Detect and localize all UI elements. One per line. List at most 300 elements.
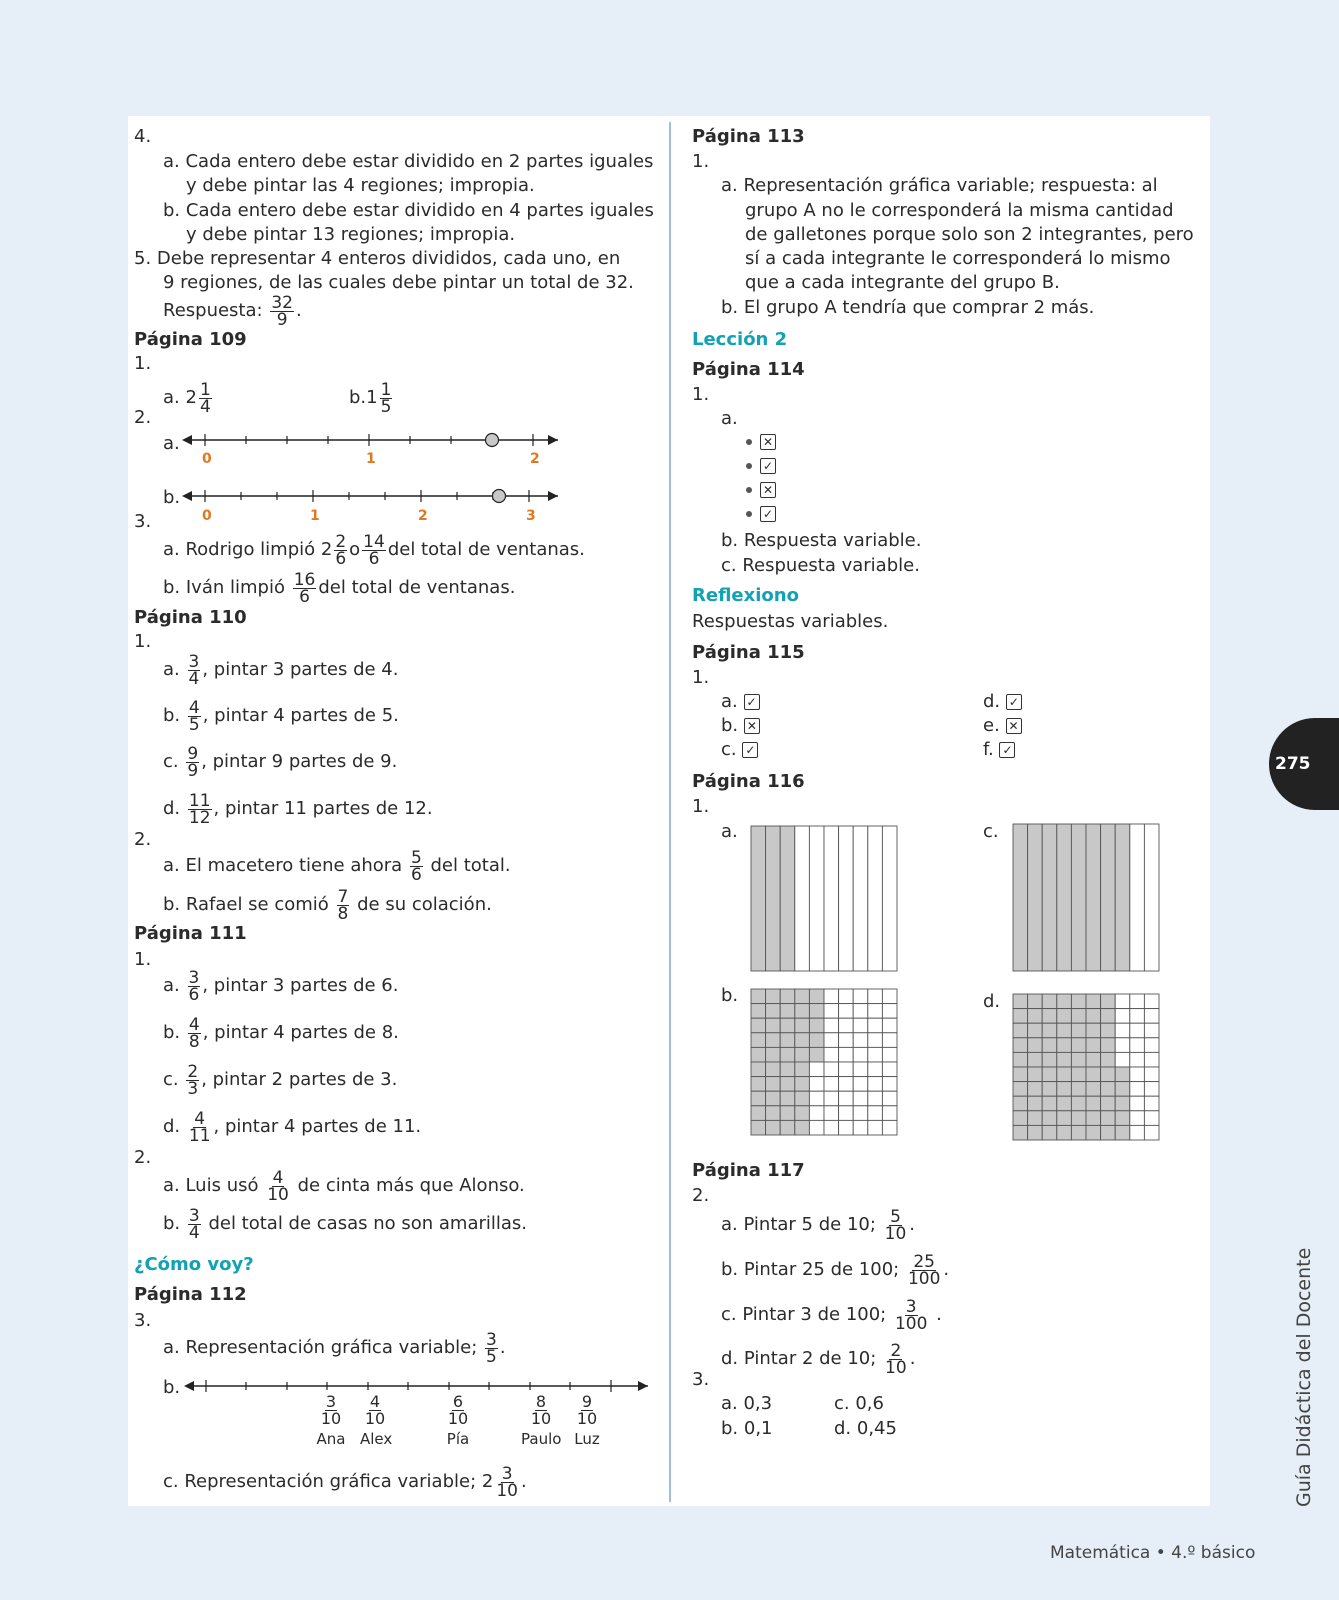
grid-cell <box>824 826 839 971</box>
answer-line: b. Cada entero debe estar dividido en 4 partes iguales <box>163 200 654 221</box>
grid-cell <box>839 826 854 971</box>
grid-cell <box>780 1033 795 1048</box>
grid-cell <box>868 1120 883 1135</box>
grid-cell <box>882 1047 897 1062</box>
grid-cell <box>1115 1023 1130 1038</box>
page-heading: Página 111 <box>134 923 247 944</box>
answer-line: sí a cada integrante le corresponderá lo mismo <box>745 248 1171 269</box>
item-number: 1. <box>692 151 710 172</box>
grid-cell <box>766 989 781 1004</box>
grid-cell <box>868 1106 883 1121</box>
grid-cell <box>868 1047 883 1062</box>
grid-cell <box>809 1091 824 1106</box>
grid-cell <box>1086 1067 1101 1082</box>
grid-cell <box>1144 1125 1159 1140</box>
grid-cell <box>1071 1052 1086 1067</box>
grid-cell <box>853 1062 868 1077</box>
grid-cell <box>1057 1067 1072 1082</box>
grid-cell <box>809 1077 824 1092</box>
grid-cell <box>1042 1052 1057 1067</box>
grid-cell <box>1086 824 1101 971</box>
grid-cell <box>839 1033 854 1048</box>
answer-line: c. 0,6 <box>834 1393 884 1414</box>
answer-line: b.1 $\frac{1}{5}$ <box>349 379 392 417</box>
grid-cell <box>853 989 868 1004</box>
grid-cell <box>868 826 883 971</box>
answer-line: a. 0,3 <box>721 1393 773 1414</box>
label: b. <box>163 1377 181 1398</box>
grid-cell <box>882 1120 897 1135</box>
grid-cell <box>1042 824 1057 971</box>
grid-cell <box>795 1018 810 1033</box>
checkbox-item: f. ✓ <box>983 738 1015 762</box>
grid-cell <box>868 1077 883 1092</box>
label: b. <box>721 985 739 1006</box>
item-number: 1. <box>134 353 152 374</box>
svg-text:1: 1 <box>310 508 320 524</box>
grid-cell <box>1028 1009 1043 1024</box>
grid-cell <box>1028 1096 1043 1111</box>
grid-cell <box>1086 1023 1101 1038</box>
grid-cell <box>1042 994 1057 1009</box>
grid-cell <box>751 989 766 1004</box>
grid-cell <box>1086 1096 1101 1111</box>
grid-cell <box>824 1033 839 1048</box>
grid-cell <box>795 1120 810 1135</box>
grid-cell <box>1013 1125 1028 1140</box>
answer-line: c. $\frac{9}{9}$ , pintar 9 partes de 9. <box>163 743 398 781</box>
footer: Matemática • 4.º básico <box>1050 1543 1256 1563</box>
grid-cell <box>839 1091 854 1106</box>
grid-cell <box>1130 1111 1145 1126</box>
grid-cell <box>1013 1111 1028 1126</box>
grid-cell <box>824 1077 839 1092</box>
grid-cell <box>824 1018 839 1033</box>
grid-cell <box>1071 824 1086 971</box>
answer-line: que a cada integrante del grupo B. <box>745 272 1060 293</box>
grid-cell <box>824 1120 839 1135</box>
grid-cell <box>839 1018 854 1033</box>
grid-cell <box>1013 1038 1028 1053</box>
grid-cell <box>1144 1023 1159 1038</box>
grid-cell <box>809 826 824 971</box>
grid-cell <box>766 1077 781 1092</box>
grid-cell <box>868 1091 883 1106</box>
grid-cell <box>1115 1125 1130 1140</box>
grid-cell <box>1086 1125 1101 1140</box>
grid-cell <box>853 826 868 971</box>
grid-cell <box>751 1018 766 1033</box>
grid-cell <box>839 1047 854 1062</box>
svg-text:1: 1 <box>366 451 376 467</box>
grid-cell <box>1130 994 1145 1009</box>
grid-cell <box>839 1106 854 1121</box>
answer-line: b. $\frac{4}{8}$ , pintar 4 partes de 8. <box>163 1014 399 1052</box>
grid-cell <box>853 1004 868 1019</box>
checkbox-item: c. ✓ <box>721 738 758 762</box>
grid-cell <box>853 1077 868 1092</box>
grid-cell <box>824 1047 839 1062</box>
grid-cell <box>1071 994 1086 1009</box>
answer-line: grupo A no le corresponderá la misma cantidad <box>745 200 1174 221</box>
grid-cell <box>882 1106 897 1121</box>
page-heading: Página 110 <box>134 607 247 628</box>
page-heading: Página 114 <box>692 359 805 380</box>
grid-cell <box>853 1047 868 1062</box>
section-heading: ¿Cómo voy? <box>134 1254 254 1275</box>
answer-line: y debe pintar las 4 regiones; impropia. <box>186 175 535 196</box>
grid-cell <box>824 1106 839 1121</box>
grid-cell <box>882 989 897 1004</box>
grid-cell <box>1115 994 1130 1009</box>
page-heading: Página 117 <box>692 1160 805 1181</box>
grid-cell <box>1057 1023 1072 1038</box>
grid-cell <box>868 1062 883 1077</box>
grid-cell <box>1130 1052 1145 1067</box>
answer-line: a. Representación gráfica variable; respuesta: al <box>721 175 1158 196</box>
grid-cell <box>1071 1125 1086 1140</box>
svg-text:2: 2 <box>418 508 428 524</box>
grid-cell <box>1130 1082 1145 1097</box>
item-number: 3. <box>134 511 152 532</box>
grid-cell <box>868 1018 883 1033</box>
item-number: 1. <box>692 384 710 405</box>
grid-cell <box>824 1062 839 1077</box>
grid-cell <box>1130 824 1145 971</box>
grid-cell <box>1042 1023 1057 1038</box>
grid-cell <box>1101 994 1116 1009</box>
grid-cell <box>809 1120 824 1135</box>
grid-cell <box>751 1106 766 1121</box>
grid-cell <box>751 1091 766 1106</box>
page-number: 275 <box>1275 754 1311 774</box>
grid-cell <box>1028 1023 1043 1038</box>
label: c. <box>983 821 999 842</box>
answer-line: a. Luis usó $\frac{4}{10}$ de cinta más que Alonso. <box>163 1167 525 1205</box>
grid-cell <box>824 1091 839 1106</box>
svg-text:0: 0 <box>202 451 212 467</box>
page-heading: Página 115 <box>692 642 805 663</box>
answer-line: a. El macetero tiene ahora $\frac{5}{6}$ del total. <box>163 847 511 885</box>
answer-line: a. Cada entero debe estar dividido en 2 partes iguales <box>163 151 654 172</box>
fraction: $\frac{32}{9}$ <box>271 292 293 330</box>
grid-cell <box>780 1120 795 1135</box>
answer-line: b. El grupo A tendría que comprar 2 más. <box>721 297 1095 318</box>
grid-cell <box>853 1091 868 1106</box>
grid-cell <box>751 1004 766 1019</box>
checkbox-checked: ✓ <box>746 454 776 478</box>
grid-cell <box>795 826 810 971</box>
fraction-grid-d <box>1012 993 1160 1143</box>
checkbox-item: b. ✕ <box>721 714 760 738</box>
grid-cell <box>1071 1082 1086 1097</box>
grid-cell <box>1071 1009 1086 1024</box>
grid-cell <box>1115 1052 1130 1067</box>
label: a. <box>721 821 738 842</box>
grid-cell <box>809 1062 824 1077</box>
item-number: 3. <box>692 1369 710 1390</box>
grid-cell <box>1071 1067 1086 1082</box>
grid-cell <box>766 1033 781 1048</box>
grid-cell <box>868 1004 883 1019</box>
grid-cell <box>1115 1082 1130 1097</box>
checkbox-item: a. ✓ <box>721 690 760 714</box>
grid-cell <box>1144 1009 1159 1024</box>
grid-cell <box>766 1047 781 1062</box>
grid-cell <box>809 1033 824 1048</box>
grid-cell <box>1028 1082 1043 1097</box>
grid-cell <box>1042 1009 1057 1024</box>
grid-cell <box>839 1062 854 1077</box>
grid-cell <box>1057 1096 1072 1111</box>
grid-cell <box>795 1062 810 1077</box>
grid-cell <box>780 1018 795 1033</box>
grid-cell <box>839 1120 854 1135</box>
grid-cell <box>882 826 897 971</box>
grid-cell <box>1115 824 1130 971</box>
answer-line: b. Respuesta variable. <box>721 530 922 551</box>
grid-cell <box>795 989 810 1004</box>
grid-cell <box>853 1018 868 1033</box>
grid-cell <box>1042 1096 1057 1111</box>
grid-cell <box>809 1004 824 1019</box>
grid-cell <box>1028 1125 1043 1140</box>
grid-cell <box>1130 1023 1145 1038</box>
grid-cell <box>839 989 854 1004</box>
grid-cell <box>1101 1067 1116 1082</box>
page-heading: Página 116 <box>692 771 805 792</box>
answer-line: d. $\frac{4}{11}$ , pintar 4 partes de 11. <box>163 1108 422 1146</box>
answer-line: d. 0,45 <box>834 1418 897 1439</box>
fraction-grid-b <box>750 988 898 1138</box>
answer-line: 9 regiones, de las cuales debe pintar un total de 32. <box>163 272 634 293</box>
grid-cell <box>1101 1125 1116 1140</box>
grid-cell <box>1115 1096 1130 1111</box>
grid-cell <box>1144 1038 1159 1053</box>
grid-cell <box>1086 1038 1101 1053</box>
answer-line: d. Pintar 2 de 10; $\frac{2}{10}$ . <box>721 1340 916 1378</box>
answer-line: de galletones porque solo son 2 integrantes, pero <box>745 224 1194 245</box>
grid-cell <box>780 1004 795 1019</box>
grid-cell <box>1144 824 1159 971</box>
answer-line: c. Representación gráfica variable; 2 $\frac{3}{10}$ . <box>163 1463 527 1501</box>
answer-line: a. Rodrigo limpió 2 $\frac{2}{6}$ o $\frac{14}{6}$ del total de ventanas. <box>163 531 585 569</box>
grid-cell <box>839 1077 854 1092</box>
grid-cell <box>1057 1038 1072 1053</box>
tick-label: $\frac{9}{10}$ Luz <box>574 1392 600 1448</box>
grid-cell <box>882 1077 897 1092</box>
label: a. <box>163 433 180 454</box>
grid-cell <box>1086 1111 1101 1126</box>
answer-line: d. $\frac{11}{12}$ , pintar 11 partes de 12. <box>163 790 433 828</box>
grid-cell <box>809 1047 824 1062</box>
grid-cell <box>882 1004 897 1019</box>
grid-cell <box>1101 1009 1116 1024</box>
grid-cell <box>1130 1125 1145 1140</box>
grid-cell <box>780 1091 795 1106</box>
grid-cell <box>780 1047 795 1062</box>
grid-cell <box>780 1062 795 1077</box>
grid-cell <box>1028 1038 1043 1053</box>
grid-cell <box>868 989 883 1004</box>
grid-cell <box>1057 1125 1072 1140</box>
grid-cell <box>882 1091 897 1106</box>
answer-line: b. Iván limpió $\frac{16}{6}$ del total de ventanas. <box>163 569 516 607</box>
checkbox-item: d. ✓ <box>983 690 1022 714</box>
grid-cell <box>824 989 839 1004</box>
item-number: 3. <box>134 1310 152 1331</box>
item-number: 4. <box>134 126 152 147</box>
answer-line: c. Pintar 3 de 100; $\frac{3}{100}$ . <box>721 1296 942 1334</box>
answer-line: a. Pintar 5 de 10; $\frac{5}{10}$ . <box>721 1206 916 1244</box>
fraction-grid-c <box>1012 823 1160 973</box>
grid-cell <box>1144 994 1159 1009</box>
grid-cell <box>1115 1009 1130 1024</box>
section-heading: Lección 2 <box>692 329 788 350</box>
tick-label: $\frac{4}{10}$ Alex <box>360 1392 393 1448</box>
grid-cell <box>1086 1009 1101 1024</box>
checkbox-crossed: ✕ <box>746 430 776 454</box>
grid-cell <box>1115 1067 1130 1082</box>
item-number: 2. <box>134 829 152 850</box>
answer-line: b. Pintar 25 de 100; $\frac{25}{100}$ . <box>721 1251 950 1289</box>
grid-cell <box>1101 1082 1116 1097</box>
grid-cell <box>795 1047 810 1062</box>
column-divider <box>669 122 671 1502</box>
grid-cell <box>1101 824 1116 971</box>
grid-cell <box>795 1106 810 1121</box>
answer-line: b. 0,1 <box>721 1418 773 1439</box>
grid-cell <box>1071 1038 1086 1053</box>
grid-cell <box>1144 1067 1159 1082</box>
grid-cell <box>1028 824 1043 971</box>
grid-cell <box>1086 1052 1101 1067</box>
grid-cell <box>766 1062 781 1077</box>
grid-cell <box>1101 1111 1116 1126</box>
grid-cell <box>780 1106 795 1121</box>
grid-cell <box>1115 1038 1130 1053</box>
grid-cell <box>766 1120 781 1135</box>
checkbox-crossed: ✕ <box>746 478 776 502</box>
fraction-grid-a <box>750 825 898 973</box>
grid-cell <box>1013 994 1028 1009</box>
grid-cell <box>1144 1082 1159 1097</box>
tick-label: $\frac{6}{10}$ Pía <box>446 1392 470 1448</box>
answer-line: b. $\frac{3}{4}$ del total de casas no son amarillas. <box>163 1205 528 1243</box>
answer-line: Respuesta: $\frac{32}{9}$ . <box>163 292 302 330</box>
grid-cell <box>751 826 766 971</box>
grid-cell <box>1042 1067 1057 1082</box>
svg-text:3: 3 <box>526 508 536 524</box>
grid-cell <box>868 1033 883 1048</box>
label: a. <box>721 408 738 429</box>
label: b. <box>163 487 181 508</box>
grid-cell <box>751 1120 766 1135</box>
grid-cell <box>1144 1052 1159 1067</box>
grid-cell <box>1057 1111 1072 1126</box>
grid-cell <box>1071 1096 1086 1111</box>
tick-label: $\frac{8}{10}$ Paulo <box>521 1392 562 1448</box>
answer-line: c. Respuesta variable. <box>721 555 920 576</box>
grid-cell <box>795 1004 810 1019</box>
answer-line: b. Rafael se comió $\frac{7}{8}$ de su colación. <box>163 886 492 924</box>
grid-cell <box>1130 1038 1145 1053</box>
grid-cell <box>766 1106 781 1121</box>
grid-cell <box>1028 1067 1043 1082</box>
grid-cell <box>780 989 795 1004</box>
grid-cell <box>1086 1082 1101 1097</box>
answer-line: Respuestas variables. <box>692 611 889 632</box>
grid-cell <box>1101 1096 1116 1111</box>
item-number: 2. <box>134 1147 152 1168</box>
section-heading: Reflexiono <box>692 585 799 606</box>
item-number: 2. <box>692 1185 710 1206</box>
grid-cell <box>1071 1023 1086 1038</box>
item-number: 1. <box>692 796 710 817</box>
grid-cell <box>1144 1111 1159 1126</box>
page-heading: Página 112 <box>134 1284 247 1305</box>
number-line-a <box>180 428 570 472</box>
grid-cell <box>809 989 824 1004</box>
grid-cell <box>751 1047 766 1062</box>
answer-line: c. $\frac{2}{3}$ , pintar 2 partes de 3. <box>163 1061 398 1099</box>
svg-text:0: 0 <box>202 508 212 524</box>
answer-line: y debe pintar 13 regiones; impropia. <box>186 224 516 245</box>
grid-cell <box>1130 1067 1145 1082</box>
item-number: 1. <box>134 631 152 652</box>
grid-cell <box>853 1033 868 1048</box>
grid-cell <box>1028 1111 1043 1126</box>
grid-cell <box>882 1018 897 1033</box>
svg-text:2: 2 <box>530 451 540 467</box>
item-number: 1. <box>134 949 152 970</box>
grid-cell <box>1086 994 1101 1009</box>
label: d. <box>983 991 1001 1012</box>
grid-cell <box>1101 1023 1116 1038</box>
grid-cell <box>1057 1082 1072 1097</box>
grid-cell <box>824 1004 839 1019</box>
item-number: 1. <box>692 667 710 688</box>
grid-cell <box>766 826 781 971</box>
grid-cell <box>853 1106 868 1121</box>
grid-cell <box>882 1033 897 1048</box>
grid-cell <box>766 1004 781 1019</box>
grid-cell <box>1013 1082 1028 1097</box>
grid-cell <box>795 1033 810 1048</box>
page-heading: Página 109 <box>134 329 247 350</box>
grid-cell <box>1013 1096 1028 1111</box>
grid-cell <box>809 1018 824 1033</box>
grid-cell <box>1130 1009 1145 1024</box>
grid-cell <box>1013 1023 1028 1038</box>
grid-cell <box>1057 824 1072 971</box>
grid-cell <box>766 1018 781 1033</box>
grid-cell <box>1130 1096 1145 1111</box>
answer-line: a. $\frac{3}{6}$ , pintar 3 partes de 6. <box>163 967 399 1005</box>
grid-cell <box>1144 1096 1159 1111</box>
grid-cell <box>795 1091 810 1106</box>
grid-cell <box>751 1033 766 1048</box>
grid-cell <box>780 826 795 971</box>
checkbox-item: e. ✕ <box>983 714 1022 738</box>
grid-cell <box>1115 1111 1130 1126</box>
grid-cell <box>751 1077 766 1092</box>
grid-cell <box>1042 1082 1057 1097</box>
grid-cell <box>1013 1052 1028 1067</box>
grid-cell <box>1013 1067 1028 1082</box>
side-title: Guía Didáctica del Docente <box>1293 1247 1315 1507</box>
answer-line: b. $\frac{4}{5}$ , pintar 4 partes de 5. <box>163 697 399 735</box>
